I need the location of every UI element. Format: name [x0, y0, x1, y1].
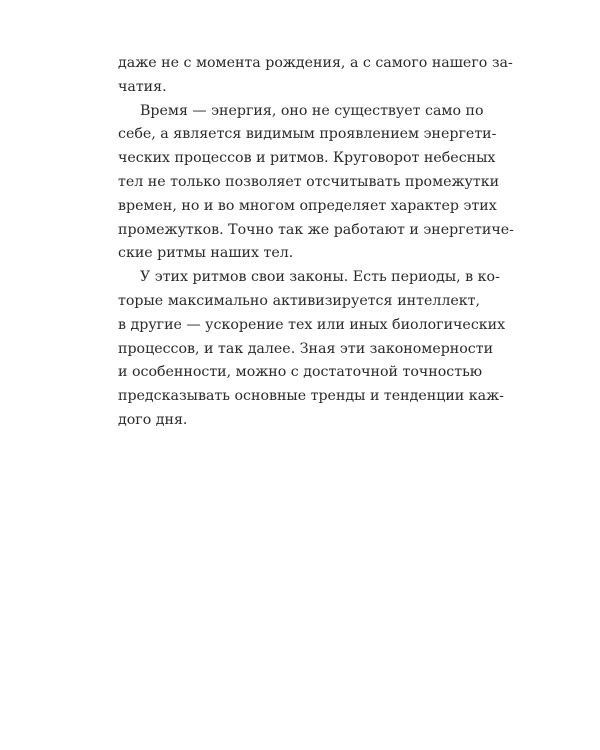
paragraph-2-line-7: ские ритмы наших тел. [118, 245, 294, 262]
paragraph-1-line-1: даже не с момента рождения, а с самого нашего за- [118, 55, 513, 71]
paragraph-2-line-2: себе, а является видимым проявлением энергети- [118, 126, 497, 143]
paragraph-2-line-1: Время — энергия, оно не существует само по [140, 102, 484, 119]
paragraph-2-line-3: ческих процессов и ритмов. Круговорот небесных [118, 150, 496, 167]
paragraph-3-line-5: и особенности, можно с достаточной точностью [118, 364, 483, 381]
paragraph-2-line-6: промежутков. Точно так же работают и энергетиче- [118, 221, 514, 238]
paragraph-3-line-4: процессов, и так далее. Зная эти закономерности [118, 340, 494, 357]
paragraph-2-line-4: тел не только позволяет отсчитывать промежутки [118, 173, 500, 190]
paragraph-3-line-6: предсказывать основные тренды и тенденции каж- [118, 388, 504, 405]
paragraph-3-line-1: У этих ритмов свои законы. Есть периоды, в ко- [140, 269, 500, 286]
paragraph-2-line-5: времен, но и во многом определяет характер этих [118, 197, 497, 214]
paragraph-3-line-7: дого дня. [118, 411, 188, 428]
body-text [118, 52, 514, 433]
paragraph-1-line-2: чатия. [118, 78, 167, 95]
paragraph-3-line-3: в другие — ускорение тех или иных биологических [118, 316, 506, 333]
paragraph-3-line-2: торые максимально активизируется интеллект, [118, 292, 480, 309]
